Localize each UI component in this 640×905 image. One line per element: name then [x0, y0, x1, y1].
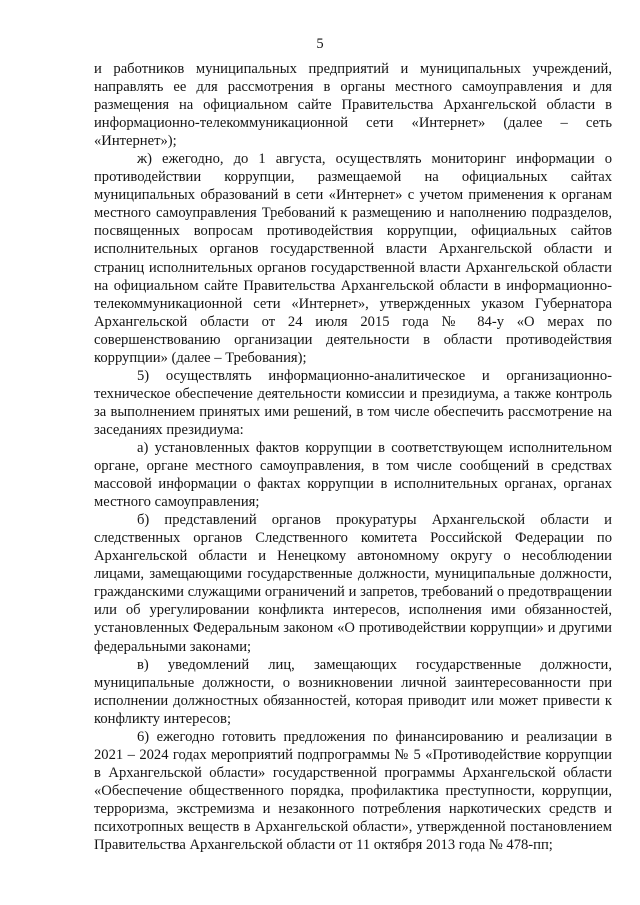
- page-number: 5: [316, 36, 324, 52]
- paragraph-subitem-a: а) установленных фактов коррупции в соответствующем исполнительном органе, органе местного самоуправления, в том числе сообщений в средствах массовой информации о фактах коррупции в исполнительных органах, органах местного самоуправления;: [94, 439, 612, 511]
- paragraph-subitem-b: б) представлений органов прокуратуры Архангельской области и следственных органов Следственного комитета Российской Федерации по Архангельской области и Ненецкому автономному округу о несоблюдении лицами, замещающими государственные должности, муниципальные должности, гражданскими служащими ограничений и запретов, требований о предотвращении или об урегулировании конфликта интересов, исполнения ими обязанностей, установленных Федеральным законом «О противодействии коррупции» и другими федеральными законами;: [94, 512, 612, 655]
- paragraph-subitem-v: в) уведомлений лиц, замещающих государственные должности, муниципальные должности, о возникновении личной заинтересованности при исполнении должностных обязанностей, которая приводит или может привести к конфликту интересов;: [94, 656, 612, 727]
- paragraph-item-6: 6) ежегодно готовить предложения по финансированию и реализации в 2021 – 2024 годах мероприятий подпрограммы № 5 «Противодействие коррупции в Архангельской области» государственной программы Архангельской области «Обеспечение общественного порядка, профилактика преступности, коррупции, терроризма, экстремизма и незаконного потребления наркотических средств и психотропных веществ в Архангельской области», утвержденной постановлением Правительства Архангельской области от 11 октября 2013 года № 478-пп;: [94, 728, 612, 854]
- paragraph-item-zh: ж) ежегодно, до 1 августа, осуществлять мониторинг информации о противодействии коррупции, размещаемой на официальных сайтах муниципальных образований в сети «Интернет» с учетом применения к органам местного самоуправления Требований к размещению и наполнению подразделов, посвященных вопросам противодействия коррупции, официальных сайтов исполнительных органов государственной власти Архангельской области и страниц исполнительных органов государственной власти Архангельской области на официальном сайте Правительства Архангельской области в информационно-телекоммуникационной сети «Интернет», утвержденных указом Губернатора Архангельской области от 24 июля 2015 года № 84-у «О мерах по совершенствованию организации деятельности в области противодействия коррупции» (далее – Требования);: [94, 151, 612, 366]
- paragraph-intro-continuation: и работников муниципальных предприятий и муниципальных учреждений, направлять ее для рассмотрения в органы местного самоуправления и для размещения на официальном сайте Правительства Архангельской области в информационно-телекоммуникационной сети «Интернет» (далее – сеть «Интернет»);: [94, 61, 612, 150]
- document-body: [94, 60, 612, 854]
- paragraph-item-5: 5) осуществлять информационно-аналитическое и организационно-техническое обеспечение деятельности комиссии и президиума, а также контроль за выполнением принятых ими решений, в том числе обеспечить рассмотрение на заседаниях президиума:: [94, 367, 612, 438]
